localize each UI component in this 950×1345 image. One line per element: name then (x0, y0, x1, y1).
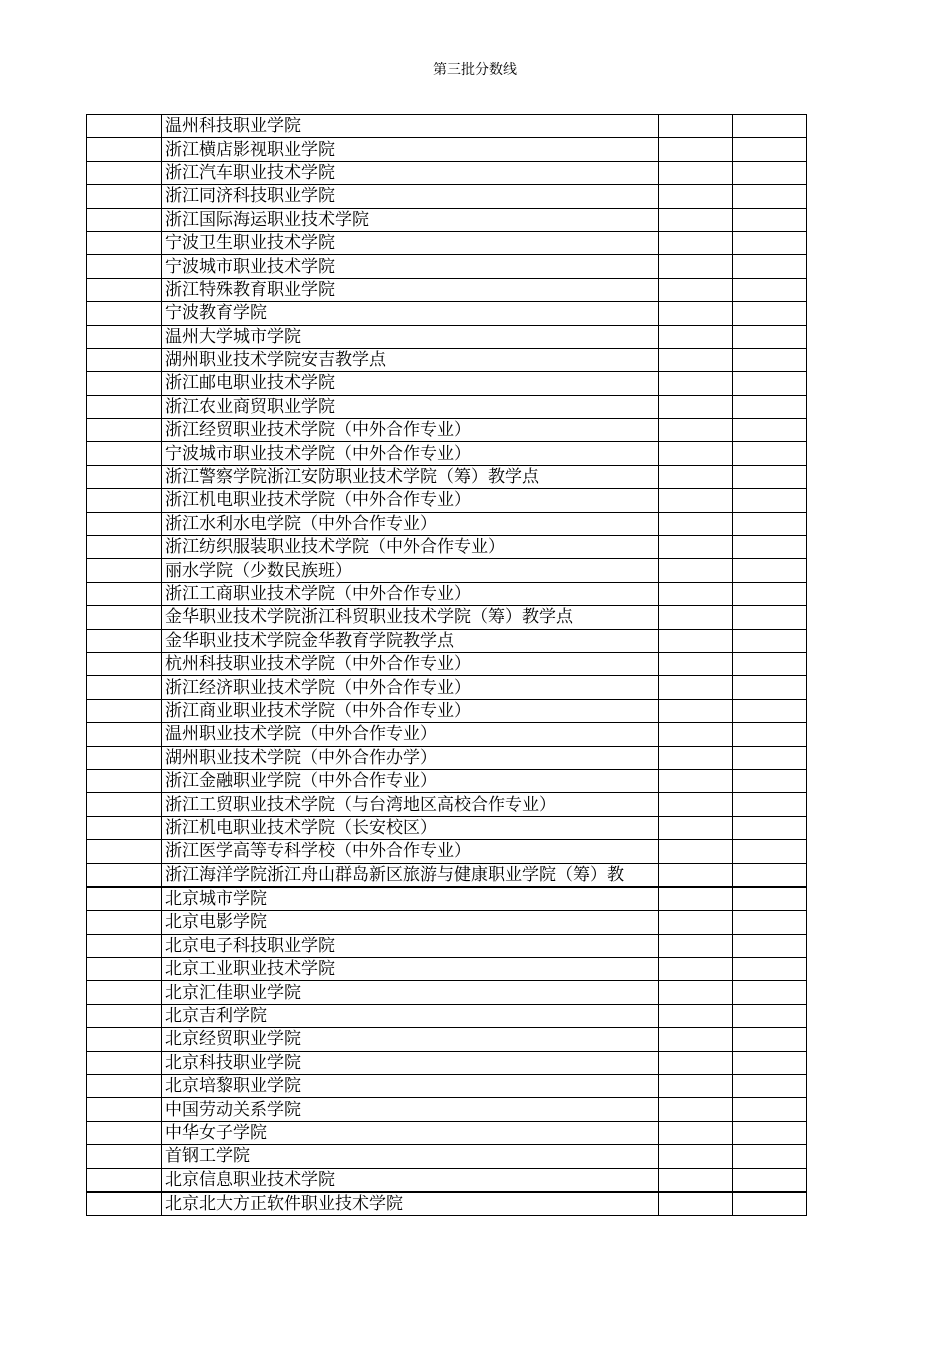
empty-cell (87, 746, 162, 769)
empty-cell (733, 138, 807, 161)
empty-cell (659, 1028, 733, 1051)
empty-cell (733, 442, 807, 465)
empty-cell (659, 489, 733, 512)
empty-cell (659, 1075, 733, 1098)
school-name: 杭州科技职业技术学院（中外合作专业） (165, 654, 471, 675)
table-row (87, 1192, 807, 1216)
empty-cell (87, 1004, 162, 1027)
table-row (87, 536, 807, 559)
empty-cell (659, 161, 733, 184)
table-row (87, 769, 807, 792)
empty-cell (87, 793, 162, 816)
school-name: 浙江农业商贸职业学院 (165, 396, 335, 417)
school-name: 宁波城市职业技术学院（中外合作专业） (165, 443, 471, 464)
empty-cell (659, 208, 733, 231)
empty-cell (87, 372, 162, 395)
empty-cell (733, 395, 807, 418)
empty-cell (659, 465, 733, 488)
school-name-cell (162, 887, 659, 911)
empty-cell (659, 723, 733, 746)
empty-cell (733, 1004, 807, 1027)
empty-cell (659, 185, 733, 208)
school-name-cell (162, 793, 659, 816)
school-name: 北京培黎职业学院 (165, 1076, 301, 1097)
school-name: 浙江汽车职业技术学院 (165, 162, 335, 183)
empty-cell (87, 536, 162, 559)
school-name-cell (162, 699, 659, 722)
empty-cell (733, 1121, 807, 1144)
school-name-cell (162, 231, 659, 254)
table-row (87, 1051, 807, 1074)
school-name: 北京科技职业学院 (165, 1052, 301, 1073)
school-name-cell (162, 1028, 659, 1051)
school-name-cell (162, 161, 659, 184)
empty-cell (87, 958, 162, 981)
table-row (87, 489, 807, 512)
empty-cell (659, 793, 733, 816)
school-name-cell (162, 1121, 659, 1144)
table-row (87, 723, 807, 746)
empty-cell (87, 325, 162, 348)
empty-cell (733, 559, 807, 582)
table-row (87, 325, 807, 348)
school-name: 宁波卫生职业技术学院 (165, 233, 335, 254)
empty-cell (87, 1145, 162, 1168)
school-name: 浙江特殊教育职业学院 (165, 279, 335, 300)
empty-cell (87, 115, 162, 138)
empty-cell (659, 536, 733, 559)
table-row (87, 1075, 807, 1098)
empty-cell (659, 1145, 733, 1168)
empty-cell (659, 1192, 733, 1216)
empty-cell (87, 816, 162, 839)
empty-cell (659, 816, 733, 839)
empty-cell (733, 536, 807, 559)
empty-cell (87, 185, 162, 208)
score-table (86, 114, 807, 1216)
school-name-cell (162, 115, 659, 138)
table-row (87, 840, 807, 863)
empty-cell (87, 934, 162, 957)
school-name: 温州大学城市学院 (165, 326, 301, 347)
empty-cell (87, 1028, 162, 1051)
school-name: 浙江水利水电学院（中外合作专业） (165, 513, 437, 534)
empty-cell (733, 769, 807, 792)
empty-cell (659, 278, 733, 301)
school-name: 浙江纺织服装职业技术学院（中外合作专业） (165, 537, 505, 558)
table-row (87, 793, 807, 816)
empty-cell (659, 372, 733, 395)
table-row (87, 419, 807, 442)
empty-cell (733, 958, 807, 981)
empty-cell (659, 606, 733, 629)
empty-cell (733, 934, 807, 957)
table-row (87, 138, 807, 161)
empty-cell (733, 489, 807, 512)
school-name-cell (162, 769, 659, 792)
empty-cell (87, 161, 162, 184)
school-name: 湖州职业技术学院安吉教学点 (165, 350, 386, 371)
table-row (87, 981, 807, 1004)
empty-cell (659, 629, 733, 652)
school-name-cell (162, 606, 659, 629)
school-name: 北京吉利学院 (165, 1006, 267, 1027)
school-name-cell (162, 559, 659, 582)
school-name: 浙江经济职业技术学院（中外合作专业） (165, 677, 471, 698)
table-row (87, 559, 807, 582)
empty-cell (733, 1075, 807, 1098)
empty-cell (659, 911, 733, 934)
empty-cell (659, 442, 733, 465)
school-name-cell (162, 1051, 659, 1074)
school-name-cell (162, 629, 659, 652)
empty-cell (87, 887, 162, 911)
table-body (87, 115, 807, 1216)
school-name: 浙江工贸职业技术学院（与台湾地区高校合作专业） (165, 794, 556, 815)
table-row (87, 372, 807, 395)
school-name: 浙江国际海运职业技术学院 (165, 209, 369, 230)
school-name: 浙江商业职业技术学院（中外合作专业） (165, 700, 471, 721)
empty-cell (659, 1098, 733, 1121)
empty-cell (733, 115, 807, 138)
table-row (87, 185, 807, 208)
school-name: 中华女子学院 (165, 1122, 267, 1143)
empty-cell (659, 652, 733, 675)
empty-cell (87, 1075, 162, 1098)
school-name: 浙江经贸职业技术学院（中外合作专业） (165, 420, 471, 441)
empty-cell (87, 231, 162, 254)
table-row (87, 1145, 807, 1168)
empty-cell (659, 395, 733, 418)
empty-cell (87, 395, 162, 418)
table-row (87, 161, 807, 184)
school-name-cell (162, 816, 659, 839)
empty-cell (87, 911, 162, 934)
empty-cell (733, 185, 807, 208)
school-name-cell (162, 1145, 659, 1168)
empty-cell (659, 138, 733, 161)
table-row (87, 465, 807, 488)
page-title: 第三批分数线 (433, 62, 517, 78)
empty-cell (733, 676, 807, 699)
school-name: 金华职业技术学院浙江科贸职业技术学院（筹）教学点 (165, 607, 573, 628)
empty-cell (659, 863, 733, 887)
table-row (87, 278, 807, 301)
school-name: 北京经贸职业学院 (165, 1029, 301, 1050)
empty-cell (659, 699, 733, 722)
table-row (87, 1028, 807, 1051)
school-name-cell (162, 676, 659, 699)
school-name: 宁波教育学院 (165, 303, 267, 324)
empty-cell (659, 115, 733, 138)
table-row (87, 863, 807, 887)
table-row (87, 1121, 807, 1144)
school-name: 北京城市学院 (165, 889, 267, 910)
school-name-cell (162, 911, 659, 934)
school-name: 北京电子科技职业学院 (165, 935, 335, 956)
empty-cell (733, 1028, 807, 1051)
empty-cell (87, 723, 162, 746)
empty-cell (659, 302, 733, 325)
school-name: 北京工业职业技术学院 (165, 959, 335, 980)
empty-cell (733, 863, 807, 887)
empty-cell (87, 348, 162, 371)
empty-cell (659, 559, 733, 582)
empty-cell (733, 840, 807, 863)
empty-cell (733, 1098, 807, 1121)
table-row (87, 582, 807, 605)
school-name-cell (162, 1192, 659, 1216)
empty-cell (733, 981, 807, 1004)
school-name-cell (162, 582, 659, 605)
school-name-cell (162, 489, 659, 512)
school-name: 温州科技职业学院 (165, 116, 301, 137)
empty-cell (659, 887, 733, 911)
school-name-cell (162, 442, 659, 465)
table-row (87, 208, 807, 231)
empty-cell (733, 1192, 807, 1216)
school-name: 浙江金融职业学院（中外合作专业） (165, 771, 437, 792)
table-row (87, 887, 807, 911)
empty-cell (659, 676, 733, 699)
table-row (87, 302, 807, 325)
table-row (87, 115, 807, 138)
school-name: 北京汇佳职业学院 (165, 982, 301, 1003)
empty-cell (733, 793, 807, 816)
school-name: 首钢工学院 (165, 1146, 250, 1167)
school-name-cell (162, 325, 659, 348)
empty-cell (659, 419, 733, 442)
empty-cell (733, 606, 807, 629)
school-name-cell (162, 934, 659, 957)
empty-cell (733, 465, 807, 488)
table-row (87, 442, 807, 465)
school-name-cell (162, 746, 659, 769)
empty-cell (87, 1051, 162, 1074)
empty-cell (87, 1098, 162, 1121)
empty-cell (733, 372, 807, 395)
empty-cell (87, 606, 162, 629)
empty-cell (733, 887, 807, 911)
school-name: 湖州职业技术学院（中外合作办学） (165, 747, 437, 768)
school-name: 浙江横店影视职业学院 (165, 139, 335, 160)
empty-cell (733, 629, 807, 652)
empty-cell (733, 723, 807, 746)
empty-cell (733, 582, 807, 605)
empty-cell (87, 489, 162, 512)
empty-cell (659, 582, 733, 605)
empty-cell (87, 302, 162, 325)
empty-cell (87, 699, 162, 722)
school-name: 浙江医学高等专科学校（中外合作专业） (165, 841, 471, 862)
empty-cell (659, 1121, 733, 1144)
empty-cell (87, 442, 162, 465)
school-name-cell (162, 255, 659, 278)
school-name-cell (162, 185, 659, 208)
school-name: 浙江机电职业技术学院（中外合作专业） (165, 490, 471, 511)
table-row (87, 652, 807, 675)
empty-cell (733, 1145, 807, 1168)
empty-cell (733, 161, 807, 184)
empty-cell (733, 512, 807, 535)
empty-cell (733, 231, 807, 254)
empty-cell (733, 911, 807, 934)
empty-cell (733, 652, 807, 675)
empty-cell (87, 1192, 162, 1216)
empty-cell (733, 746, 807, 769)
school-name: 北京北大方正软件职业技术学院 (165, 1194, 403, 1215)
empty-cell (659, 934, 733, 957)
empty-cell (659, 746, 733, 769)
school-name-cell (162, 302, 659, 325)
school-name-cell (162, 348, 659, 371)
empty-cell (87, 981, 162, 1004)
school-name: 浙江邮电职业技术学院 (165, 373, 335, 394)
empty-cell (659, 769, 733, 792)
school-name-cell (162, 512, 659, 535)
table-row (87, 746, 807, 769)
empty-cell (733, 302, 807, 325)
empty-cell (733, 1051, 807, 1074)
school-name-cell (162, 208, 659, 231)
empty-cell (733, 255, 807, 278)
empty-cell (733, 208, 807, 231)
empty-cell (659, 840, 733, 863)
empty-cell (87, 1168, 162, 1192)
empty-cell (659, 512, 733, 535)
table-row (87, 629, 807, 652)
empty-cell (87, 863, 162, 887)
table-row (87, 958, 807, 981)
empty-cell (733, 419, 807, 442)
table-row (87, 512, 807, 535)
school-name-cell (162, 840, 659, 863)
empty-cell (733, 1168, 807, 1192)
table-row (87, 606, 807, 629)
empty-cell (87, 652, 162, 675)
school-name-cell (162, 536, 659, 559)
school-name: 浙江工商职业技术学院（中外合作专业） (165, 584, 471, 604)
school-name-cell (162, 419, 659, 442)
school-name: 宁波城市职业技术学院 (165, 256, 335, 277)
school-name-cell (162, 958, 659, 981)
table-row (87, 1004, 807, 1027)
empty-cell (87, 1121, 162, 1144)
school-name-cell (162, 1075, 659, 1098)
school-name-cell (162, 1004, 659, 1027)
table-row (87, 816, 807, 839)
empty-cell (87, 769, 162, 792)
school-name: 金华职业技术学院金华教育学院教学点 (165, 630, 454, 651)
empty-cell (87, 840, 162, 863)
empty-cell (87, 208, 162, 231)
empty-cell (87, 582, 162, 605)
empty-cell (659, 1051, 733, 1074)
school-name-cell (162, 1168, 659, 1192)
table-row (87, 395, 807, 418)
empty-cell (659, 255, 733, 278)
table-row (87, 231, 807, 254)
school-name-cell (162, 723, 659, 746)
school-name: 北京信息职业技术学院 (165, 1169, 335, 1190)
empty-cell (659, 958, 733, 981)
school-name: 中国劳动关系学院 (165, 1099, 301, 1120)
empty-cell (659, 981, 733, 1004)
table-row (87, 348, 807, 371)
school-name: 丽水学院（少数民族班） (165, 560, 352, 581)
table-row (87, 1098, 807, 1121)
school-name-cell (162, 652, 659, 675)
table-row (87, 1168, 807, 1192)
empty-cell (87, 419, 162, 442)
table-row (87, 255, 807, 278)
table-row (87, 676, 807, 699)
school-name-cell (162, 278, 659, 301)
school-name: 浙江海洋学院浙江舟山群岛新区旅游与健康职业学院（筹）教 (165, 864, 624, 885)
empty-cell (659, 1168, 733, 1192)
school-name-cell (162, 465, 659, 488)
empty-cell (733, 816, 807, 839)
school-name: 浙江同济科技职业学院 (165, 186, 335, 207)
empty-cell (733, 348, 807, 371)
school-name-cell (162, 372, 659, 395)
school-name-cell (162, 138, 659, 161)
school-name-cell (162, 981, 659, 1004)
school-name-cell (162, 1098, 659, 1121)
school-name: 浙江警察学院浙江安防职业技术学院（筹）教学点 (165, 467, 539, 488)
empty-cell (733, 699, 807, 722)
empty-cell (87, 629, 162, 652)
empty-cell (87, 138, 162, 161)
empty-cell (659, 231, 733, 254)
empty-cell (87, 255, 162, 278)
empty-cell (733, 325, 807, 348)
table-row (87, 699, 807, 722)
empty-cell (87, 465, 162, 488)
table-row (87, 934, 807, 957)
empty-cell (659, 325, 733, 348)
empty-cell (87, 278, 162, 301)
table-row (87, 911, 807, 934)
school-name: 北京电影学院 (165, 912, 267, 933)
empty-cell (659, 1004, 733, 1027)
school-name-cell (162, 395, 659, 418)
empty-cell (733, 278, 807, 301)
empty-cell (659, 348, 733, 371)
school-name-cell (162, 863, 659, 887)
school-name: 温州职业技术学院（中外合作专业） (165, 724, 437, 745)
empty-cell (87, 559, 162, 582)
empty-cell (87, 676, 162, 699)
school-name: 浙江机电职业技术学院（长安校区） (165, 817, 437, 838)
empty-cell (87, 512, 162, 535)
